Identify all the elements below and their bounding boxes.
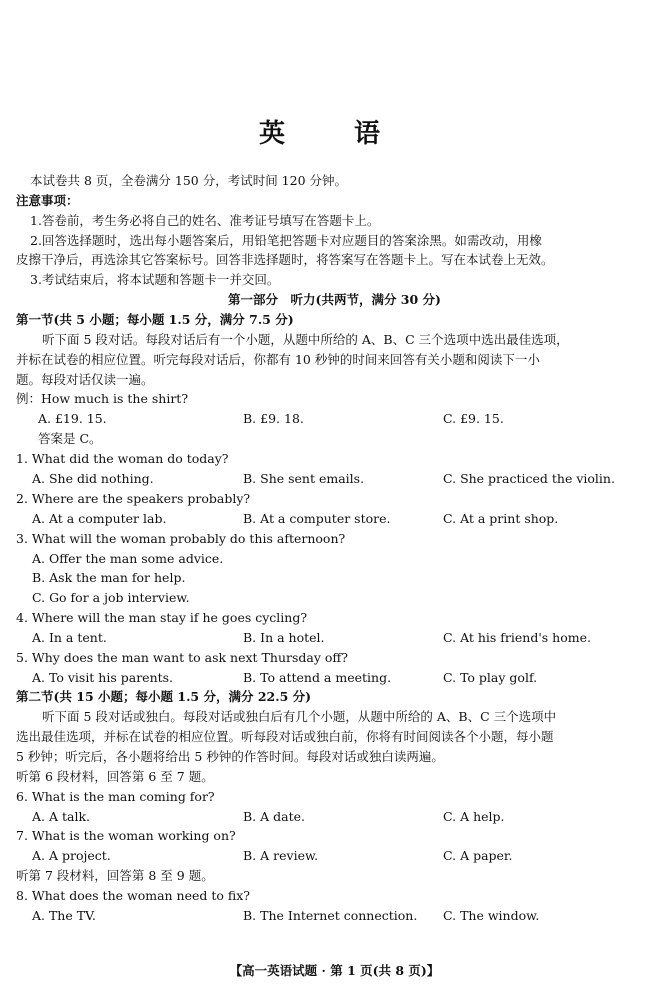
question-8: 8. What does the woman need to fix? (16, 888, 250, 903)
section2-instructions-line-3: 5 秒钟；听完后，各小题将给出 5 秒钟的作答时间。每段对话或独白读两遍。 (16, 749, 444, 764)
q1-option-b: B. She sent emails. (243, 471, 365, 486)
example-option-a: A. £19. 15. (38, 411, 107, 426)
q6-option-c: C. A help. (443, 809, 505, 824)
exam-intro: 本试卷共 8 页，全卷满分 150 分，考试时间 120 分钟。 (30, 173, 348, 188)
q2-option-b: B. At a computer store. (243, 511, 391, 526)
page-footer: 【高一英语试题 · 第 1 页(共 8 页)】 (229, 963, 440, 978)
q7-option-a: A. A project. (32, 848, 111, 863)
notice-item-2-line-1: 2.回答选择题时，选出每小题答案后，用铅笔把答题卡对应题目的答案涂黑。如需改动，用橡 (30, 233, 542, 248)
example-answer: 答案是 C。 (38, 431, 102, 446)
example-option-b: B. £9. 18. (243, 411, 304, 426)
q5-option-a: A. To visit his parents. (32, 670, 174, 685)
section2-instructions-line-2: 选出最佳选项，并标在试卷的相应位置。听每段对话或独白前，你将有时间阅读各个小题，每小题 (16, 729, 554, 744)
section1-instructions-line-3: 题。每段对话仅读一遍。 (16, 372, 154, 387)
q4-option-c: C. At his friend's home. (443, 630, 591, 645)
q2-option-a: A. At a computer lab. (32, 511, 167, 526)
section2-instructions-line-1: 听下面 5 段对话或独白。每段对话或独白后有几个小题，从题中所给的 A、B、C 三个选项中 (42, 709, 557, 724)
q1-option-a: A. She did nothing. (32, 471, 154, 486)
notice-item-3: 3.考试结束后，将本试题和答题卡一并交回。 (30, 272, 280, 287)
question-7: 7. What is the woman working on? (16, 828, 236, 843)
q8-option-c: C. The window. (443, 908, 540, 923)
page-title: 英 语 (258, 119, 411, 149)
q3-option-c: C. Go for a job interview. (32, 590, 190, 605)
q1-option-c: C. She practiced the violin. (443, 471, 615, 486)
question-1: 1. What did the woman do today? (16, 451, 229, 466)
q5-option-c: C. To play golf. (443, 670, 538, 685)
example-question: 例：How much is the shirt? (16, 391, 189, 406)
q8-option-b: B. The Internet connection. (243, 908, 418, 923)
q5-option-b: B. To attend a meeting. (243, 670, 392, 685)
q2-option-c: C. At a print shop. (443, 511, 559, 526)
material-7-note: 听第 7 段材料，回答第 8 至 9 题。 (16, 868, 214, 883)
question-2: 2. Where are the speakers probably? (16, 491, 251, 506)
notice-item-1: 1.答卷前，考生务必将自己的姓名、准考证号填写在答题卡上。 (30, 213, 380, 228)
section1-instructions-line-2: 并标在试卷的相应位置。听完每段对话后，你都有 10 秒钟的时间来回答有关小题和阅读下一小 (16, 352, 540, 367)
q3-option-a: A. Offer the man some advice. (32, 551, 224, 566)
notice-item-2-line-2: 皮擦干净后，再选涂其它答案标号。回答非选择题时，将答案写在答题卡上。写在本试卷上无效。 (16, 252, 554, 267)
part1-heading: 第一部分 听力(共两节，满分 30 分) (228, 292, 441, 307)
q7-option-b: B. A review. (243, 848, 319, 863)
section1-heading: 第一节(共 5 小题；每小题 1.5 分，满分 7.5 分) (16, 312, 294, 327)
section2-heading: 第二节(共 15 小题；每小题 1.5 分，满分 22.5 分) (16, 689, 312, 704)
q3-option-b: B. Ask the man for help. (32, 570, 186, 585)
q7-option-c: C. A paper. (443, 848, 513, 863)
q8-option-a: A. The TV. (32, 908, 96, 923)
q6-option-b: B. A date. (243, 809, 305, 824)
section1-instructions-line-1: 听下面 5 段对话。每段对话后有一个小题，从题中所给的 A、B、C 三个选项中选出最佳选项， (42, 332, 569, 347)
q6-option-a: A. A talk. (32, 809, 90, 824)
q4-option-a: A. In a tent. (32, 630, 107, 645)
material-6-note: 听第 6 段材料，回答第 6 至 7 题。 (16, 769, 214, 784)
question-4: 4. Where will the man stay if he goes cycling? (16, 610, 308, 625)
question-6: 6. What is the man coming for? (16, 789, 215, 804)
q4-option-b: B. In a hotel. (243, 630, 325, 645)
question-5: 5. Why does the man want to ask next Thursday off? (16, 650, 348, 665)
notice-heading: 注意事项： (16, 193, 79, 208)
question-3: 3. What will the woman probably do this afternoon? (16, 531, 346, 546)
example-option-c: C. £9. 15. (443, 411, 504, 426)
